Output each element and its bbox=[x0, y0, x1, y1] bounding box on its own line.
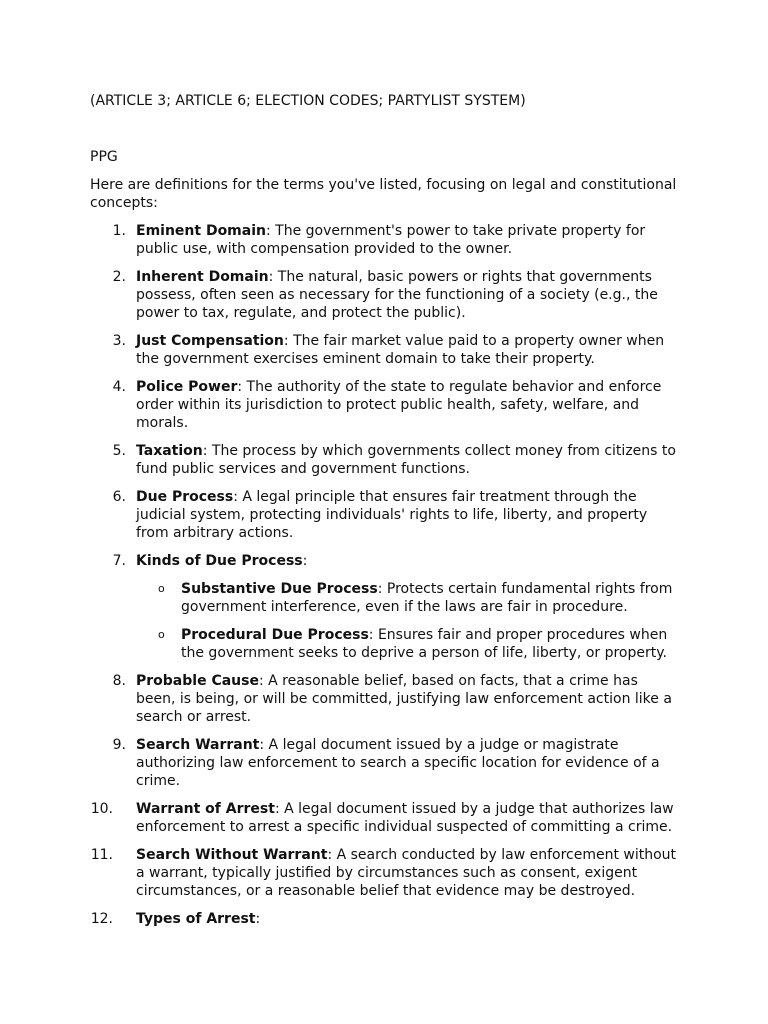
item-term: Police Power bbox=[136, 379, 238, 395]
intro-paragraph: Here are definitions for the terms you've listed, focusing on legal and constitutional concepts: bbox=[90, 177, 677, 211]
list-item bbox=[0, 378, 680, 432]
subitem-term: Substantive Due Process bbox=[181, 581, 378, 597]
item-definition: : A legal document issued by a judge that authorizes law enforcement to arrest a specific individual suspected of committing a crime. bbox=[136, 801, 674, 835]
sub-list-item bbox=[0, 626, 681, 662]
item-definition: : The authority of the state to regulate behavior and enforce order within its jurisdiction to protect public health, safety, welfare, and morals. bbox=[136, 379, 662, 431]
item-number: 12. bbox=[90, 911, 113, 927]
list-item bbox=[0, 800, 680, 836]
item-term: Just Compensation bbox=[136, 333, 284, 349]
item-number: 7. bbox=[112, 553, 126, 569]
definitions-list bbox=[0, 222, 768, 938]
subitem-term: Procedural Due Process bbox=[181, 627, 369, 643]
item-number: 3. bbox=[112, 333, 126, 349]
item-definition: : The fair market value paid to a property owner when the government exercises eminent domain to take their property. bbox=[136, 333, 665, 367]
item-number: 9. bbox=[112, 737, 126, 753]
item-term: Types of Arrest bbox=[136, 911, 256, 927]
item-number: 4. bbox=[112, 379, 126, 395]
list-item bbox=[0, 552, 680, 570]
item-term: Kinds of Due Process bbox=[136, 553, 303, 569]
item-number: 1. bbox=[112, 223, 126, 239]
subitem-definition: : Protects certain fundamental rights from government interference, even if the laws are fair in procedure. bbox=[181, 581, 673, 615]
item-number: 10. bbox=[90, 801, 113, 817]
item-definition: : A legal principle that ensures fair treatment through the judicial system, protecting individuals' rights to life, liberty, and property from arbitrary actions. bbox=[136, 489, 648, 541]
item-definition: : A reasonable belief, based on facts, that a crime has been, is being, or will be committed, justifying law enforcement action like a search or arrest. bbox=[136, 673, 672, 725]
list-item bbox=[0, 332, 680, 368]
list-item bbox=[0, 736, 680, 790]
sub-list-item bbox=[0, 580, 681, 616]
item-number: 2. bbox=[112, 269, 126, 285]
bullet-icon: o bbox=[158, 628, 165, 641]
item-term: Eminent Domain bbox=[136, 223, 266, 239]
document-label: PPG bbox=[90, 149, 118, 165]
list-item bbox=[0, 222, 680, 258]
item-definition: : The natural, basic powers or rights that governments possess, often seen as necessary for the functioning of a society (e.g., the power to tax, regulate, and protect the public). bbox=[136, 269, 658, 321]
list-item bbox=[0, 488, 680, 542]
item-term: Search Warrant bbox=[136, 737, 260, 753]
item-definition: : The government's power to take private property for public use, with compensation provided to the owner. bbox=[136, 223, 646, 257]
item-number: 11. bbox=[90, 847, 113, 863]
item-term: Probable Cause bbox=[136, 673, 259, 689]
item-definition: : bbox=[255, 911, 261, 927]
item-term: Search Without Warrant bbox=[136, 847, 328, 863]
item-term: Warrant of Arrest bbox=[136, 801, 275, 817]
list-item bbox=[0, 268, 680, 322]
list-item bbox=[0, 910, 680, 928]
list-item bbox=[0, 846, 680, 900]
item-term: Due Process bbox=[136, 489, 234, 505]
item-number: 6. bbox=[112, 489, 126, 505]
item-definition: : A search conducted by law enforcement without a warrant, typically justified by circumstances such as consent, exigent circumstances, or a reasonable belief that evidence may be destroyed. bbox=[136, 847, 677, 899]
list-item bbox=[0, 442, 680, 478]
item-term: Inherent Domain bbox=[136, 269, 269, 285]
list-item bbox=[0, 672, 680, 726]
item-definition: : A legal document issued by a judge or magistrate authorizing law enforcement to search a specific location for evidence of a crime. bbox=[136, 737, 660, 789]
subitem-definition: : Ensures fair and proper procedures when the government seeks to deprive a person of life, liberty, or property. bbox=[181, 627, 668, 661]
bullet-icon: o bbox=[158, 582, 165, 595]
item-term: Taxation bbox=[136, 443, 203, 459]
item-number: 5. bbox=[112, 443, 126, 459]
item-definition: : The process by which governments collect money from citizens to fund public services and government functions. bbox=[136, 443, 676, 477]
document-heading: (ARTICLE 3; ARTICLE 6; ELECTION CODES; PARTYLIST SYSTEM) bbox=[90, 93, 526, 109]
item-number: 8. bbox=[112, 673, 126, 689]
item-definition: : bbox=[302, 553, 308, 569]
